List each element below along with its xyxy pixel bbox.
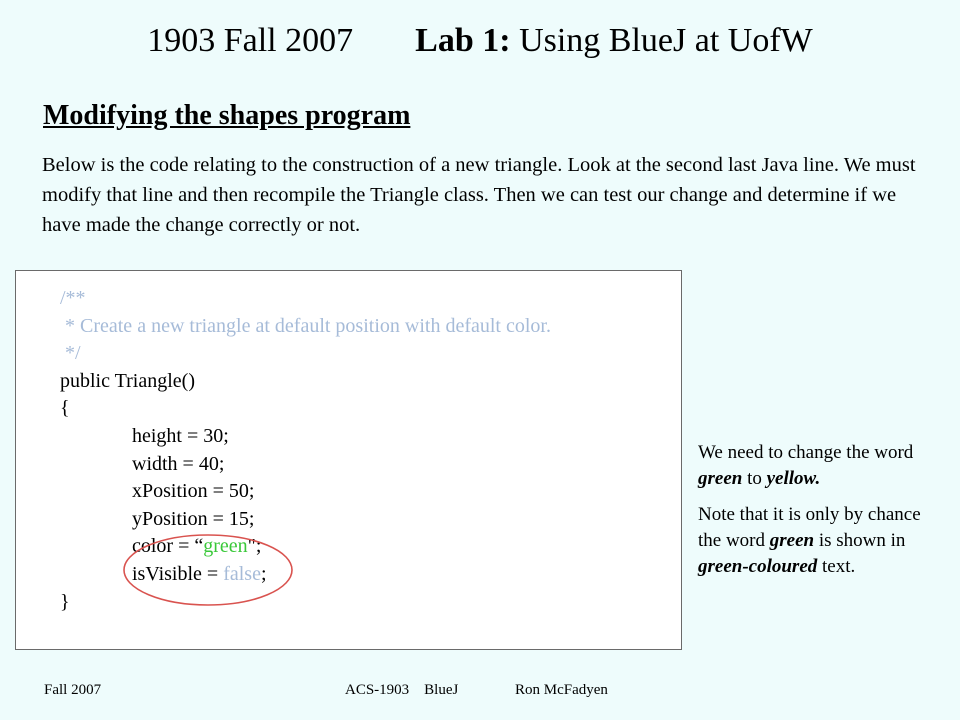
lab-title-text: Using BlueJ at UofW [510, 22, 813, 59]
visible-prefix: isVisible = [132, 562, 224, 585]
visible-value: false [223, 562, 261, 585]
code-line-yposition: yPosition = 15; [132, 507, 255, 530]
note-text: Note that it is only by chance the word [698, 504, 921, 551]
code-signature: public Triangle() [60, 369, 195, 392]
note-emph-coloured: green-coloured [698, 556, 818, 577]
highlight-ellipse [121, 532, 295, 608]
code-line-xposition: xPosition = 50; [132, 480, 255, 503]
slide-title [0, 22, 960, 60]
code-brace-close: } [60, 590, 70, 613]
note-paragraph-1 [698, 440, 948, 492]
note-paragraph-2 [698, 502, 948, 580]
section-heading: Modifying the shapes program [43, 100, 411, 131]
code-comment-body: * Create a new triangle at default position with default color. [60, 314, 551, 337]
note-emph-yellow: yellow. [766, 468, 821, 489]
code-line-height: height = 30; [132, 424, 229, 447]
intro-paragraph: Below is the code relating to the construction of a new triangle. Look at the second last Java line. We must modify that line and then recompile the Triangle class. Then we can test our change and determine if we have made the change correctly or not. [42, 154, 916, 236]
lab-title [415, 22, 813, 59]
footer-left: Fall 2007 [44, 682, 102, 698]
side-note [698, 440, 948, 590]
note-emph-green: green [698, 468, 743, 489]
note-text: text. [817, 556, 856, 577]
lab-label: Lab 1: [415, 22, 511, 59]
code-comment-open: /** [60, 287, 86, 309]
code-brace-open: { [60, 397, 70, 420]
course-label: 1903 Fall 2007 [147, 22, 354, 59]
note-text: to [742, 468, 767, 489]
code-line-width: width = 40; [132, 452, 225, 475]
code-comment-close: */ [60, 342, 81, 365]
footer-center: ACS-1903 BlueJ [345, 682, 459, 698]
footer-right: Ron McFadyen [515, 682, 608, 698]
note-text: We need to change the word [698, 442, 914, 463]
color-suffix: "; [247, 535, 262, 558]
color-value-green: green [203, 535, 248, 558]
code-box [15, 270, 682, 650]
note-emph-green: green [769, 530, 815, 551]
color-prefix: color = “ [132, 535, 204, 558]
visible-suffix: ; [260, 562, 267, 585]
note-text: is shown in [814, 530, 906, 551]
